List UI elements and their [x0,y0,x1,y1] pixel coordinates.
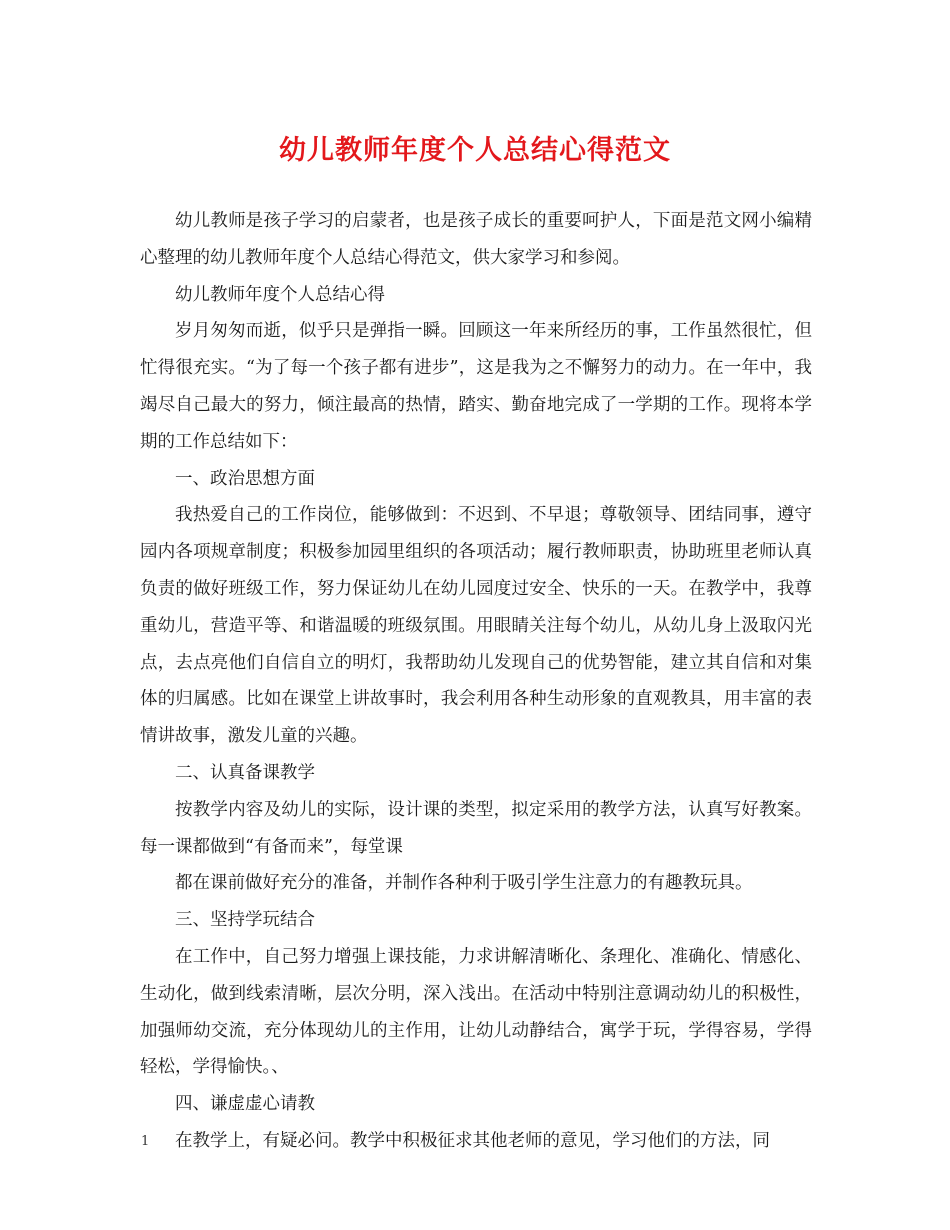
paragraph-opening: 岁月匆匆而逝，似乎只是弹指一瞬。回顾这一年来所经历的事，工作虽然很忙，但忙得很充实。“为了每一个孩子都有进步”，这是我为之不懈努力的动力。在一年中，我竭尽自己最大的努力，倾注最高的热情，踏实、勤奋地完成了一学期的工作。现将本学期的工作总结如下： [140,321,812,452]
paragraph-lesson-prep-continued: 都在课前做好充分的准备，并制作各种利于吸引学生注意力的有趣教玩具。 [175,873,753,894]
paragraph-intro: 幼儿教师是孩子学习的启蒙者，也是孩子成长的重要呵护人，下面是范文网小编精心整理的幼儿教师年度个人总结心得范文，供大家学习和参阅。 [140,211,812,268]
section-heading-lesson-prep: 二、认真备课教学 [175,762,315,783]
paragraph-politics: 我热爱自己的工作岗位，能够做到：不迟到、不早退；尊敬领导、团结同事，遵守园内各项规章制度；积极参加园里组织的各项活动；履行教师职责，协助班里老师认真负责的做好班级工作，努力保证幼儿在幼儿园度过安全、快乐的一天。在教学中，我尊重幼儿，营造平等、和谐温暖的班级氛围。用眼睛关注每个幼儿，从幼儿身上汲取闪光点，去点亮他们自信自立的明灯，我帮助幼儿发现自己的优势智能，建立其自信和对集体的归属感。比如在课堂上讲故事时，我会利用各种生动形象的直观教具，用丰富的表情讲故事，激发儿童的兴趣。 [140,505,812,747]
paragraph-learn-play: 在工作中，自己努力增强上课技能，力求讲解清晰化、条理化、准确化、情感化、生动化，做到线索清晰，层次分明，深入浅出。在活动中特别注意调动幼儿的积极性，加强师幼交流，充分体现幼儿的主作用，让幼儿动静结合，寓学于玩，学得容易，学得轻松，学得愉快。、 [140,946,812,1078]
section-heading-learn-play: 三、坚持学玩结合 [175,910,315,931]
section-heading-humility: 四、谦虚虚心请教 [175,1094,315,1115]
page-number: 1 [141,1134,150,1149]
page-title: 幼儿教师年度个人总结心得范文 [279,135,671,166]
paragraph-humility: 在教学上，有疑必问。教学中积极征求其他老师的意见，学习他们的方法，同 [175,1130,770,1151]
paragraph-lesson-prep: 按教学内容及幼儿的实际，设计课的类型，拟定采用的教学方法，认真写好教案。每一课都做到“有备而来”，每堂课 [140,799,812,857]
paragraph-subtitle: 幼儿教师年度个人总结心得 [175,284,385,305]
document-body [140,203,812,1160]
section-heading-politics: 一、政治思想方面 [175,468,315,489]
